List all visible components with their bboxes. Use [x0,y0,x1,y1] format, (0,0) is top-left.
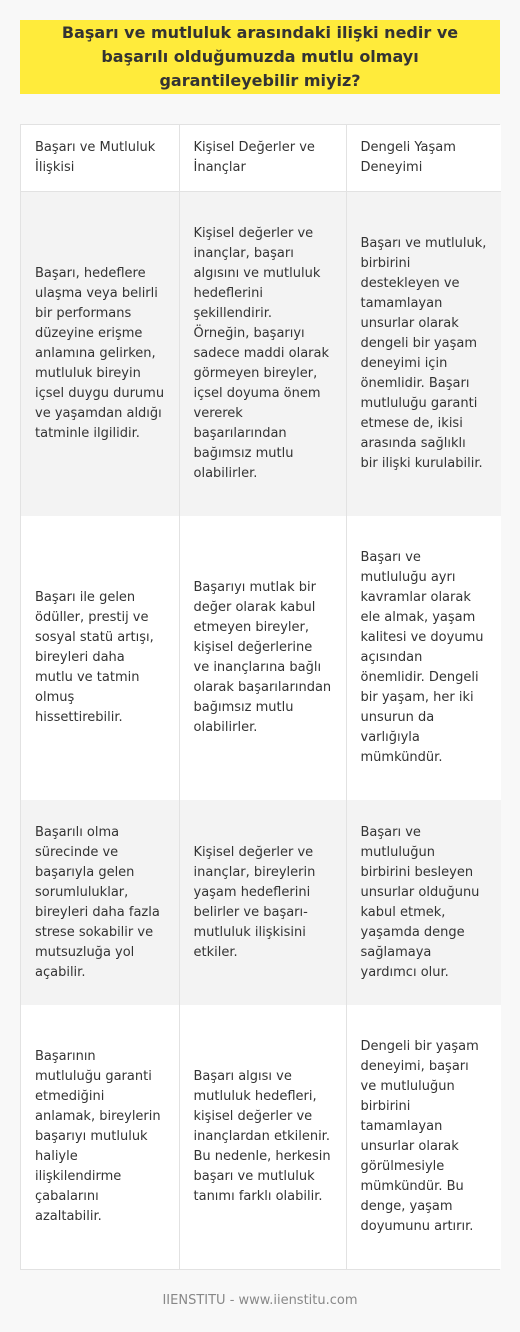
table-row [21,1005,501,1269]
comparison-table [20,124,500,1270]
table-cell: Başarılı olma sürecinde ve başarıyla gelen sorumluluklar, bireyleri daha fazla strese sokabilir ve mutsuzluğa yol açabilir. [21,800,179,1005]
table-header-row [21,125,501,191]
table-cell: Başarı ve mutluluğun birbirini besleyen unsurlar olduğunu kabul etmek, yaşamda denge sağlamaya yardımcı olur. [346,800,501,1005]
table-cell: Başarı, hedeflere ulaşma veya belirli bir performans düzeyine erişme anlamına gelirken, mutluluk bireyin içsel duygu durumu ve yaşamdan aldığı tatminle ilgilidir. [21,191,179,516]
column-header: Başarı ve Mutluluk İlişkisi [21,125,179,191]
table-cell: Kişisel değerler ve inançlar, başarı algısını ve mutluluk hedeflerini şekillendirir. Örneğin, başarıyı sadece maddi olarak görmeyen bireyler, içsel doyuma önem vererek başarılarından bağımsız mutlu olabilirler. [179,191,346,516]
table-row [21,191,501,516]
table-row [21,516,501,800]
footer-credit: IIENSTITU - www.iienstitu.com [162,1293,358,1308]
column-header: Kişisel Değerler ve İnançlar [179,125,346,191]
table-cell: Başarının mutluluğu garanti etmediğini anlamak, bireylerin başarıyı mutluluk haliyle ilişkilendirme çabalarını azaltabilir. [21,1005,179,1269]
table-cell: Başarı algısı ve mutluluk hedefleri, kişisel değerler ve inançlardan etkilenir. Bu nedenle, herkesin başarı ve mutluluk tanımı farklı olabilir. [179,1005,346,1269]
table-cell: Başarı ile gelen ödüller, prestij ve sosyal statü artışı, bireyleri daha mutlu ve tatmin olmuş hissettirebilir. [21,516,179,800]
table-cell: Başarı ve mutluluğu ayrı kavramlar olarak ele almak, yaşam kalitesi ve doyumu açısından önemlidir. Dengeli bir yaşam, her iki unsurun da varlığıyla mümkündür. [346,516,501,800]
title-banner [20,20,500,94]
table-cell: Dengeli bir yaşam deneyimi, başarı ve mutluluğun birbirini tamamlayan unsurlar olarak görülmesiyle mümkündür. Bu denge, yaşam doyumunu artırır. [346,1005,501,1269]
table-cell: Kişisel değerler ve inançlar, bireylerin yaşam hedeflerini belirler ve başarı-mutluluk ilişkisini etkiler. [179,800,346,1005]
table-cell: Başarıyı mutlak bir değer olarak kabul etmeyen bireyler, kişisel değerlerine ve inançlarına bağlı olarak başarılarından bağımsız mutlu olabilirler. [179,516,346,800]
column-header: Dengeli Yaşam Deneyimi [346,125,501,191]
page-title: Başarı ve mutluluk arasındaki ilişki nedir ve başarılı olduğumuzda mutlu olmayı garantileyebilir miyiz? [61,23,459,90]
table-row [21,800,501,1005]
table-cell: Başarı ve mutluluk, birbirini destekleyen ve tamamlayan unsurlar olarak dengeli bir yaşam deneyimi için önemlidir. Başarı mutluluğu garanti etmese de, ikisi arasında sağlıklı bir ilişki kurulabilir. [346,191,501,516]
